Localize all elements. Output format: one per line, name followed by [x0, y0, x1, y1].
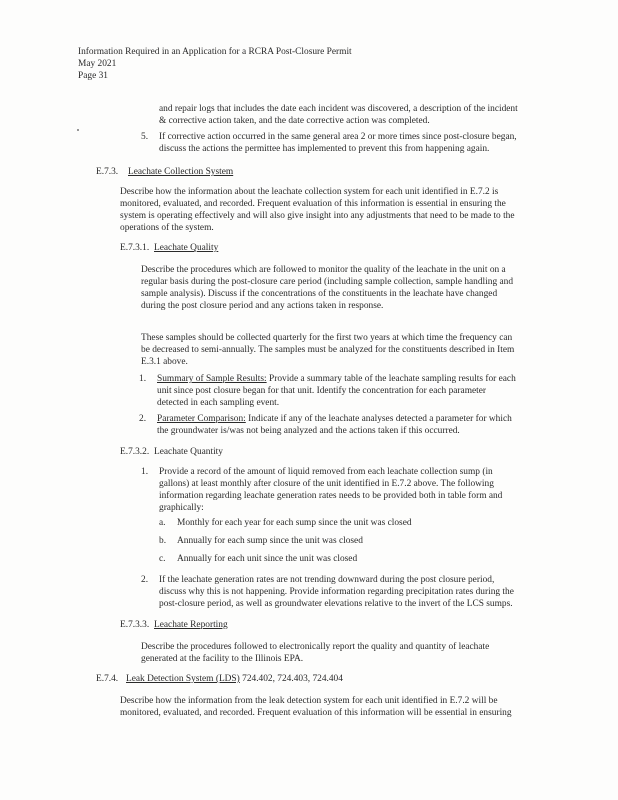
section-e73-number: E.7.3.: [96, 167, 119, 177]
e731-item1-text: Provide a summary table of the leachate sampling results for each: [266, 374, 516, 384]
e731-item2-line: the groundwater is/was not being analyzed and the actions taken if this occurred.: [157, 426, 460, 436]
header-title: Information Required in an Application for a RCRA Post-Closure Permit: [78, 47, 352, 57]
e732-sub-b-letter: b.: [159, 536, 167, 546]
header-page-number: Page 31: [78, 71, 108, 81]
e732-sub-c-text: Annually for each unit since the unit was closed: [177, 554, 358, 564]
e731-item2-text: Indicate if any of the leachate analyses detected a parameter for which: [245, 414, 512, 424]
e732-sub-b-text: Annually for each sump since the unit was closed: [177, 536, 363, 546]
e73-para-line: monitored, evaluated, and recorded. Frequent evaluation of this information is essential in ensuring the: [120, 199, 506, 209]
section-e733-number: E.7.3.3.: [120, 620, 150, 630]
e74-para-line: Describe how the information from the leak detection system for each unit identified in E.7.2 will be: [120, 696, 498, 706]
e731-para-line: Describe the procedures which are followed to monitor the quality of the leachate in the unit on a: [141, 265, 506, 275]
e731-item1-line: [157, 374, 516, 386]
section-e732-title: Leachate Quantity: [154, 447, 223, 457]
e732-item1-number: 1.: [141, 467, 149, 477]
item5-number: 5.: [141, 132, 149, 142]
item5-line: If corrective action occurred in the same general area 2 or more times since post-closure began,: [159, 132, 517, 142]
section-e73-title: Leachate Collection System: [128, 167, 234, 177]
item5-line: discuss the actions the permittee has implemented to prevent this from happening again.: [159, 144, 490, 154]
section-e74-heading: [126, 674, 343, 686]
e732-item1-line: Provide a record of the amount of liquid removed from each leachate collection sump (in: [159, 467, 493, 477]
e732-sub-a-text: Monthly for each year for each sump since the unit was closed: [177, 518, 412, 528]
e732-item2-number: 2.: [141, 575, 149, 585]
e732-item1-line: gallons) at least monthly after closure of the unit identified in E.7.2 above. The following: [159, 479, 494, 489]
e731-para2-line: These samples should be collected quarterly for the first two years at which time the frequency can: [141, 333, 513, 343]
e732-item1-line: graphically:: [159, 503, 204, 513]
e731-para2-line: be decreased to semi-annually. The samples must be analyzed for the constituents described in Item: [141, 345, 515, 355]
header-date: May 2021: [78, 59, 117, 69]
section-e74-citation: 724.402, 724.403, 724.404: [239, 674, 343, 684]
e732-sub-c-letter: c.: [159, 554, 166, 564]
e732-item2-line: discuss why this is not happening. Provide information regarding precipitation rates during the: [159, 587, 514, 597]
e731-item2-line: [157, 414, 512, 426]
e73-para-line: operations of the system.: [120, 223, 214, 233]
section-e731-title: Leachate Quality: [154, 243, 219, 253]
e731-item1-number: 1.: [139, 374, 147, 384]
e731-item1-line: unit since post closure began for that unit. Identify the concentration for each parameter: [157, 386, 487, 396]
section-e74-number: E.7.4.: [96, 674, 119, 684]
item4-line: and repair logs that includes the date each incident was discovered, a description of the incident: [159, 104, 518, 114]
e733-para-line: Describe the procedures followed to electronically report the quality and quantity of leachate: [141, 642, 490, 652]
e732-sub-a-letter: a.: [159, 518, 166, 528]
e73-para-line: Describe how the information about the leachate collection system for each unit identified in E.7.2 is: [120, 187, 499, 197]
e731-para2-line: E.3.1 above.: [141, 357, 188, 367]
e732-item2-line: post-closure period, as well as groundwater elevations relative to the invert of the LCS sumps.: [159, 599, 513, 609]
section-e732-number: E.7.3.2.: [120, 447, 150, 457]
e731-item2-title: Parameter Comparison:: [157, 414, 246, 424]
e74-para-line: monitored, evaluated, and recorded. Frequent evaluation of this information will be essential in ensuring: [120, 708, 512, 718]
section-e731-number: E.7.3.1.: [120, 243, 150, 253]
section-e733-title: Leachate Reporting: [154, 620, 228, 630]
e732-item1-line: information regarding leachate generation rates needs to be provided both in table form and: [159, 491, 503, 501]
e732-item2-line: If the leachate generation rates are not trending downward during the post closure period,: [159, 575, 495, 585]
e731-item1-line: detected in each sampling event.: [157, 398, 280, 408]
e73-para-line: system is operating effectively and will also give insight into any adjustments that need to be made to the: [120, 211, 515, 221]
e731-para-line: during the post closure period and any actions taken in response.: [141, 301, 384, 311]
scan-speck: [77, 129, 79, 131]
e731-para-line: regular basis during the post-closure care period (including sample collection, sample handling and: [141, 277, 514, 287]
item4-line: & corrective action taken, and the date corrective action was completed.: [159, 116, 430, 126]
e733-para-line: generated at the facility to the Illinois EPA.: [141, 654, 304, 664]
e731-item1-title: Summary of Sample Results:: [157, 374, 267, 384]
section-e74-title: Leak Detection System (LDS): [126, 674, 240, 684]
e731-para-line: sample analysis). Discuss if the concentrations of the constituents in the leachate have changed: [141, 289, 498, 299]
e731-item2-number: 2.: [139, 414, 147, 424]
